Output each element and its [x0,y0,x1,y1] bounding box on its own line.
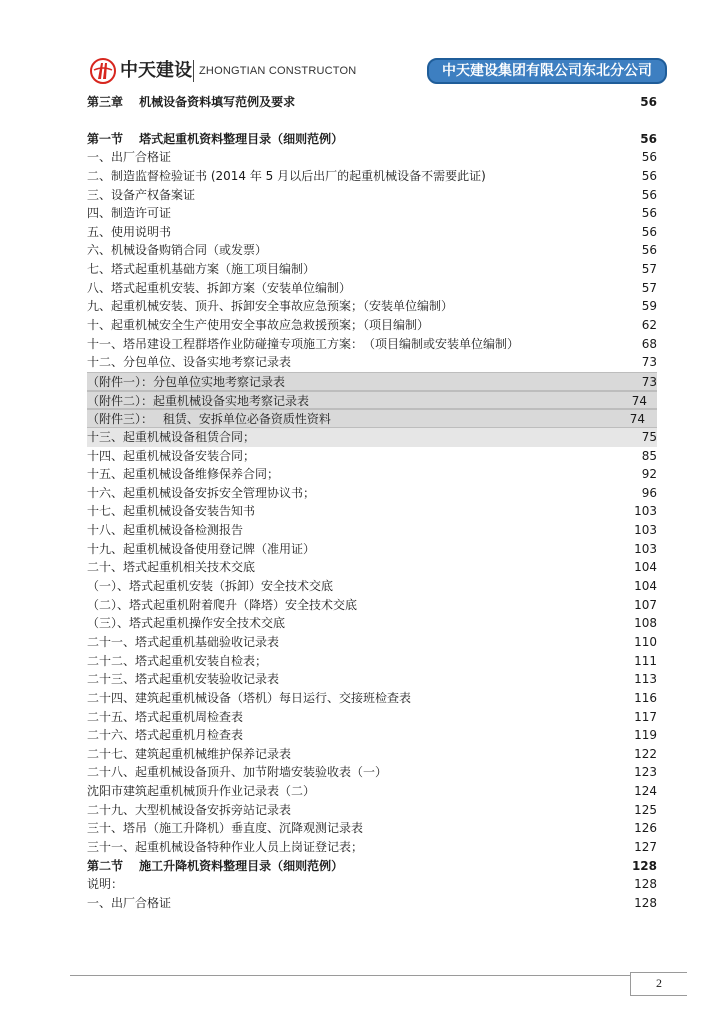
toc-entry-title: 二十、塔式起重机相关技术交底 [87,560,256,575]
toc-entry[interactable] [87,502,657,521]
page-number: 2 [630,972,687,996]
toc-entry-title: 十六、起重机械设备安拆安全管理协议书； [87,485,316,500]
toc-entry-title: 二十七、建筑起重机械维护保养记录表 [87,746,292,761]
toc-entry-title: 五、使用说明书 [87,224,172,239]
toc-entry-page: 126 [634,821,657,836]
toc-entry-page: 103 [634,541,657,556]
toc-entry-page: 111 [634,653,657,668]
toc-entry-title: （三）、塔式起重机操作安全技术交底 [87,616,286,631]
toc-entry[interactable] [87,204,657,223]
footer-divider [70,975,630,976]
toc-entry-page: 117 [634,709,657,724]
toc-entry-page: 103 [634,504,657,519]
zhongtian-logo-icon [90,58,116,84]
toc-entry-title: 一、出厂合格证 [87,150,172,165]
toc-entry-page: 113 [634,672,657,687]
toc-entry-page: 103 [634,523,657,538]
toc-entry-page: 116 [634,690,657,705]
toc-entry-title: 十四、起重机械设备安装合同； [87,448,256,463]
toc-heading[interactable] [87,130,657,149]
toc-entry-title: 八、塔式起重机安装、拆卸方案（安装单位编制） [87,280,352,295]
toc-entry-title: 第一节 塔式起重机资料整理目录（细则范例） [87,131,344,146]
toc-entry-page: 85 [641,448,657,463]
toc-entry-page: 122 [634,746,657,761]
toc-entry[interactable] [87,801,657,820]
toc-entry-page: 56 [641,243,657,258]
toc-entry-title: 十一、塔吊建设工程群塔作业防碰撞专项施工方案： （项目编制或安装单位编制） [87,336,520,351]
toc-entry[interactable] [87,670,657,689]
logo-chinese-text: 中天建设 [120,60,192,81]
toc-entry[interactable] [87,875,657,894]
toc-entry-title: 十三、起重机械设备租赁合同； [87,429,256,444]
toc-entry[interactable] [87,745,657,764]
toc-entry-title: 二十一、塔式起重机基础验收记录表 [87,634,280,649]
toc-entry-title: 十、起重机械安全生产使用安全事故应急救援预案；（项目编制） [87,318,430,333]
toc-entry[interactable] [87,260,657,279]
toc-entry-title: 十二、分包单位、设备实地考察记录表 [87,355,292,370]
toc-entry[interactable] [87,708,657,727]
toc-entry-page: 110 [634,634,657,649]
toc-heading[interactable] [87,857,657,876]
toc-entry-page: 107 [634,597,657,612]
toc-entry[interactable] [87,819,657,838]
toc-entry[interactable] [87,652,657,671]
logo-separator [193,60,194,82]
toc-entry-title: 二十三、塔式起重机安装验收记录表 [87,672,280,687]
toc-entry-page: 56 [641,187,657,202]
toc-entry-page: 62 [641,318,657,333]
toc-entry[interactable] [87,279,657,298]
toc-entry-title: 十九、起重机械设备使用登记牌（准用证） [87,541,316,556]
toc-entry-page: 75 [641,429,657,444]
toc-entry-title: 第二节 施工升降机资料整理目录（细则范例） [87,858,344,873]
toc-entry-page: 128 [634,895,657,910]
toc-entry[interactable] [87,540,657,559]
toc-entry-page: 59 [641,299,657,314]
toc-entry-title: 二十四、建筑起重机械设备（塔机）每日运行、交接班检查表 [87,690,412,705]
toc-entry[interactable] [87,316,657,335]
toc-entry[interactable] [87,521,657,540]
toc-entry-title: 三十、塔吊（施工升降机）垂直度、沉降观测记录表 [87,821,364,836]
toc-entry-title: 沈阳市建筑起重机械顶升作业记录表（二） [87,784,316,799]
toc-entry[interactable] [87,577,657,596]
toc-entry-title: 三、设备产权备案证 [87,187,196,202]
toc-entry-page: 56 [641,206,657,221]
toc-entry-title: （附件一）：分包单位实地考察记录表 [87,374,286,389]
toc-entry-title: 六、机械设备购销合同（或发票） [87,243,268,258]
toc-entry-title: 二、制造监督检验证书 (2014 年 5 月以后出厂的起重机械设备不需要此证) [87,168,486,183]
toc-entry-title: （附件三）： 租赁、安拆单位必备资质性资料 [87,412,331,427]
toc-entry[interactable] [87,633,657,652]
toc-entry[interactable] [87,689,657,708]
toc-entry-title: 二十九、大型机械设备安拆旁站记录表 [87,802,292,817]
toc-entry[interactable] [87,297,657,316]
toc-entry-title: 七、塔式起重机基础方案（施工项目编制） [87,262,316,277]
toc-entry[interactable] [87,894,657,913]
toc-entry-title: 一、出厂合格证 [87,895,172,910]
toc-entry-title: 二十五、塔式起重机周检查表 [87,709,244,724]
toc-entry-page: 128 [634,877,657,892]
toc-entry-page: 125 [634,802,657,817]
toc-entry-title: 第三章 机械设备资料填写范例及要求 [87,95,296,109]
toc-entry-page: 73 [641,355,657,370]
toc-entry-page: 56 [640,95,657,109]
toc-entry-title: 四、制造许可证 [87,206,172,221]
toc-entry-title: （二）、塔式起重机附着爬升（降塔）安全技术交底 [87,597,358,612]
table-of-contents [87,93,657,913]
toc-entry-page: 119 [634,728,657,743]
toc-entry[interactable] [87,372,657,391]
toc-entry[interactable] [87,223,657,242]
toc-entry[interactable] [87,167,657,186]
toc-entry-page: 108 [634,616,657,631]
toc-entry-title: 九、起重机械安装、顶升、拆卸安全事故应急预案；（安装单位编制） [87,299,454,314]
toc-entry-title: 十八、起重机械设备检测报告 [87,523,244,538]
toc-entry-title: （一）、塔式起重机安装（拆卸）安全技术交底 [87,579,334,594]
page-header [0,0,724,92]
toc-heading[interactable] [87,93,657,112]
toc-entry-page: 127 [634,839,657,854]
toc-entry-page: 57 [641,262,657,277]
toc-entry[interactable] [87,763,657,782]
toc-entry[interactable] [87,614,657,633]
toc-entry-page: 56 [641,150,657,165]
toc-entry-page: 56 [641,168,657,183]
toc-entry-title: 说明： [87,877,124,892]
toc-entry-page: 57 [641,280,657,295]
toc-entry-page: 124 [634,784,657,799]
toc-entry-page: 128 [631,858,657,873]
toc-entry-title: 三十一、起重机械设备特种作业人员上岗证登记表； [87,839,364,854]
toc-entry-title: 二十六、塔式起重机月检查表 [87,728,244,743]
toc-entry-page: 73 [641,374,657,389]
toc-entry[interactable] [87,465,657,484]
toc-entry-page: 96 [641,485,657,500]
toc-entry[interactable] [87,428,657,447]
toc-entry[interactable] [87,596,657,615]
toc-entry-page: 104 [634,579,657,594]
toc-entry[interactable] [87,148,657,167]
toc-entry[interactable] [87,186,657,205]
toc-entry[interactable] [87,726,657,745]
toc-entry[interactable] [87,353,657,372]
toc-entry-page: 68 [641,336,657,351]
toc-entry[interactable] [87,838,657,857]
toc-entry[interactable] [87,447,657,466]
toc-entry[interactable] [87,391,657,410]
logo-english-text: ZHONGTIAN CONSTRUCTON [199,65,357,77]
toc-entry-page: 74 [629,412,645,427]
toc-entry[interactable] [87,409,657,428]
toc-entry-title: （附件二）：起重机械设备实地考察记录表 [87,393,310,408]
toc-entry[interactable] [87,558,657,577]
toc-entry[interactable] [87,335,657,354]
toc-spacer [87,112,657,130]
toc-entry-page: 104 [634,560,657,575]
toc-entry[interactable] [87,484,657,503]
company-badge: 中天建设集团有限公司东北分公司 [427,58,667,84]
toc-entry-title: 十五、起重机械设备维修保养合同； [87,467,280,482]
toc-entry[interactable] [87,782,657,801]
toc-entry-page: 56 [640,131,657,146]
toc-entry-page: 123 [634,765,657,780]
toc-entry-page: 92 [641,467,657,482]
toc-entry-title: 十七、起重机械设备安装告知书 [87,504,256,519]
toc-entry[interactable] [87,241,657,260]
toc-entry-page: 56 [641,224,657,239]
toc-entry-title: 二十八、起重机械设备顶升、加节附墙安装验收表（一） [87,765,388,780]
toc-entry-page: 74 [631,393,647,408]
toc-entry-title: 二十二、塔式起重机安装自检表； [87,653,268,668]
